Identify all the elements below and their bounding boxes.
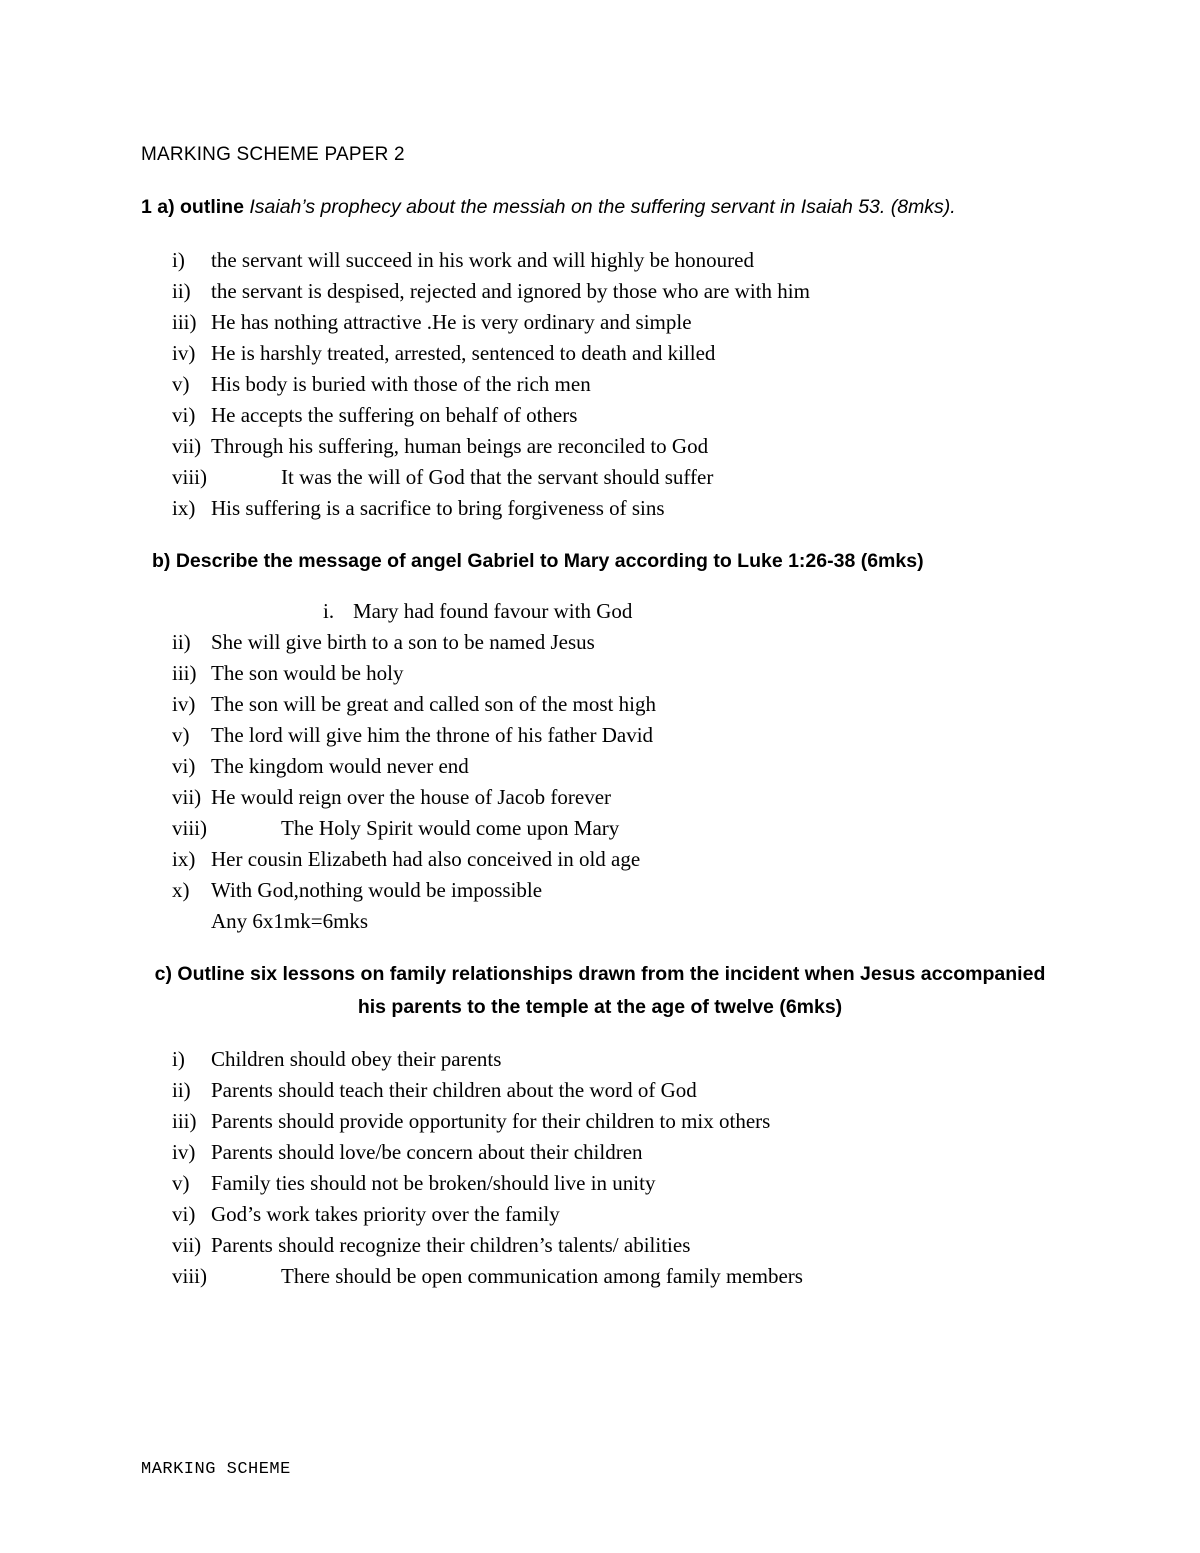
page-footer: MARKING SCHEME [141,1460,291,1479]
page-title: MARKING SCHEME PAPER 2 [141,144,405,165]
question-1a-label: 1 a) outline [141,196,244,218]
question-1b-heading: b) Describe the message of angel Gabriel to Mary according to Luke 1:26-38 (6mks) [152,550,924,572]
question-1c-heading-line-2: his parents to the temple at the age of twelve (6mks) [357,996,843,1018]
question-1c-heading-line-1: c) Outline six lessons on family relationships drawn from the incident when Jesus accompanied [154,963,1046,985]
question-1a-text: Isaiah’s prophecy about the messiah on the suffering servant in Isaiah 53. (8mks). [249,196,956,218]
question-1a-heading [141,196,956,219]
document-page: MARKING SCHEME PAPER 2 1 a) outline Isaiah’s prophecy about the messiah on the suffering servant in Isaiah 53. (8mks). i) the servant will succeed in his work and will highly be honoured ii) the servant is despised, rejected and ignored by those who are with him iii) He has nothing attractive .He is very ordinary and simple iv) He is harshly treated, arrested, sentenced to death and killed v) His body is buried with those of the rich men vi) He accepts the suffering on behalf of others vii) Through his suffering, human beings are reconciled to God viii) It was the will of God that the servant should suffer ix) His suffering is a sacrifice to bring forgiveness of sins b) Describe the message of angel Gabriel to Mary according to Luke 1:26-38 (6mks) i. Mary had found favour with God ii) She will give birth to a son to be named Jesus iii) The son would be holy iv) The son will be great and called son of the most high v) The lord will give him the throne of his father David vi) The kingdom would never end vii) He would reign over the house of Jacob forever viii) The Holy Spirit would come upon Mary ix) Her cousin Elizabeth had also conceived in old age x) With God,nothing would be impossible Any 6x1mk=6mks c) Outline six lessons on family relationships drawn from the incident when Jesus accompanied his parents to the temple at the age of twelve (6mks) i) Children should obey their parents ii) Parents should teach their children about the word of God iii) Parents should provide opportunity for their children to mix others iv) Parents should love/be concern about their children v) Family ties should not be broken/should live in unity vi) God’s work takes priority over the family vii) Parents should recognize their children’s talents/ abilities viii) There should be open communication among family members MARKING SCHEME [0,0,1200,1553]
